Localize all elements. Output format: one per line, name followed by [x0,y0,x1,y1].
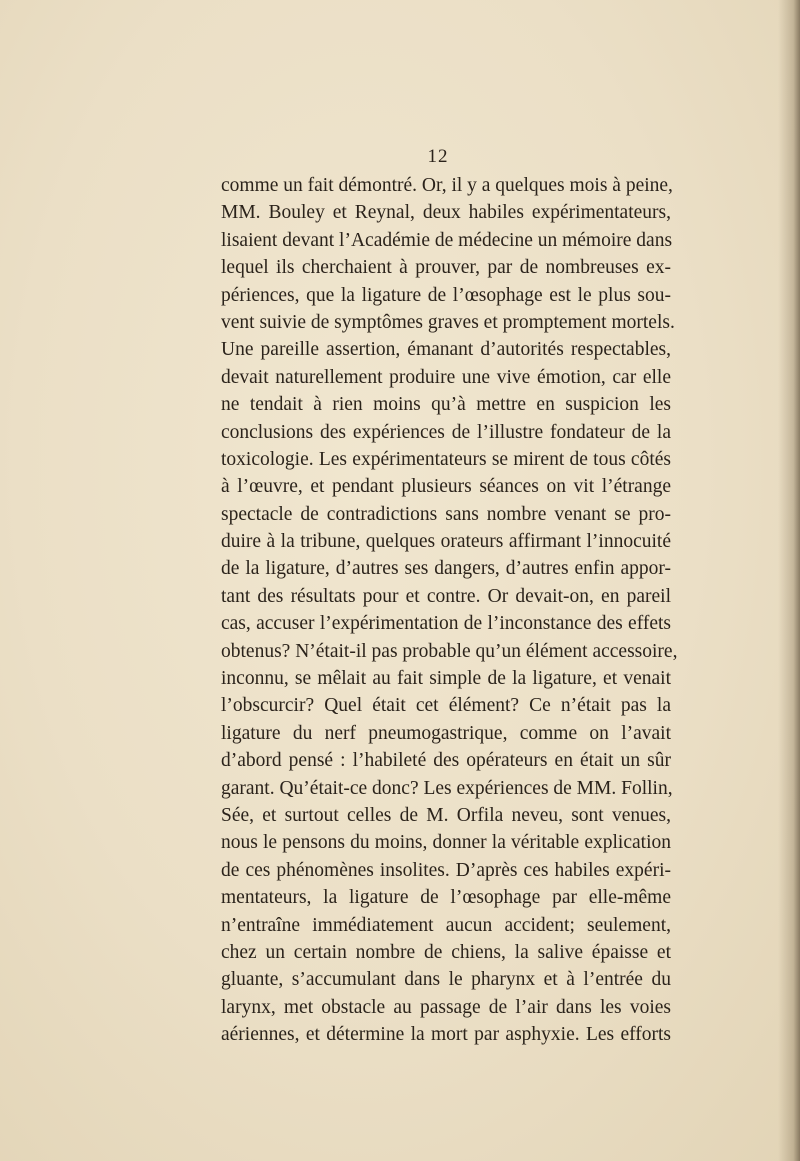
text-line: cas, accuser l’expérimentation de l’inconstance des effets [221,613,671,635]
text-line: garant. Qu’était-ce donc? Les expériences de MM. Follin, [221,777,673,799]
text-line: n’entraîne immédiatement aucun accident; seulement, [221,914,671,936]
text-line: l’obscurcir? Quel était cet élément? Ce n’était pas la [221,695,671,717]
text-line: nous le pensons du moins, donner la véritable explication [221,832,671,854]
text-line: de la ligature, d’autres ses dangers, d’autres enfin appor- [221,558,671,580]
text-line: toxicologie. Les expérimentateurs se mirent de tous côtés [221,448,671,470]
text-line: ligature du nerf pneumogastrique, comme on l’avait [221,722,671,744]
body-text [221,172,678,1049]
text-line: ne tendait à rien moins qu’à mettre en suspicion les [221,394,671,416]
text-line: inconnu, se mêlait au fait simple de la ligature, et venait [221,668,671,690]
text-line: Une pareille assertion, émanant d’autorités respectables, [221,339,671,361]
text-line: devait naturellement produire une vive émotion, car elle [221,366,671,388]
text-line: aériennes, et détermine la mort par asphyxie. Les efforts [221,1024,671,1046]
text-line: comme un fait démontré. Or, il y a quelques mois à peine, [221,175,673,196]
text-line: MM. Bouley et Reynal, deux habiles expérimentateurs, [221,202,671,224]
text-line: duire à la tribune, quelques orateurs affirmant l’innocuité [221,531,671,553]
page-edge-shadow [778,0,800,1161]
text-line: gluante, s’accumulant dans le pharynx et à l’entrée du [221,969,671,991]
text-line: Sée, et surtout celles de M. Orfila neveu, sont venues, [221,804,671,826]
text-line: à l’œuvre, et pendant plusieurs séances on vit l’étrange [221,476,671,498]
text-line: lequel ils cherchaient à prouver, par de nombreuses ex- [221,257,671,279]
text-line: d’abord pensé : l’habileté des opérateurs en était un sûr [221,750,671,772]
text-line: périences, que la ligature de l’œsophage est le plus sou- [221,284,671,306]
text-line: vent suivie de symptômes graves et promptement mortels. [221,311,675,333]
page-number: 12 [427,146,449,167]
text-line: conclusions des expériences de l’illustre fondateur de la [221,421,671,443]
text-line: larynx, met obstacle au passage de l’air dans les voies [221,996,671,1018]
text-line: obtenus? N’était-il pas probable qu’un élément accessoire, [221,640,678,662]
text-line: tant des résultats pour et contre. Or devait-on, en pareil [221,585,671,607]
text-line: chez un certain nombre de chiens, la salive épaisse et [221,941,671,963]
text-line: mentateurs, la ligature de l’œsophage par elle-même [221,887,671,909]
text-line: spectacle de contradictions sans nombre venant se pro- [221,503,671,525]
text-line: lisaient devant l’Académie de médecine un mémoire dans [221,229,673,251]
text-line: de ces phénomènes insolites. D’après ces habiles expéri- [221,859,671,881]
